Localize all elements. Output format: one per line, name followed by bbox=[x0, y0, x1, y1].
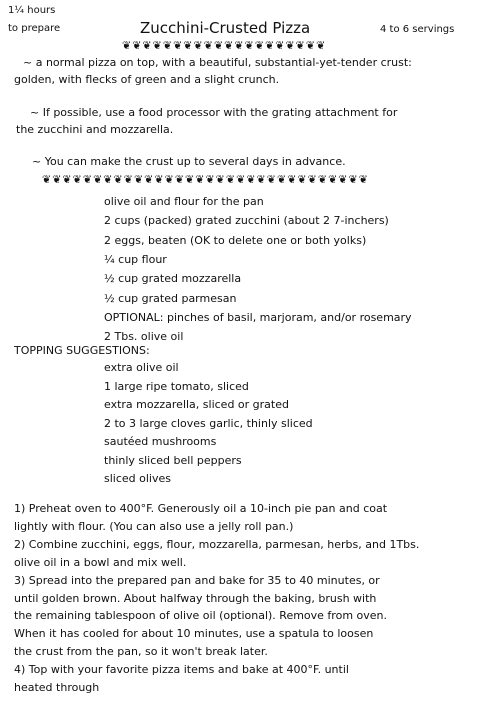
topping-item: extra mozzarella, sliced or grated bbox=[104, 398, 289, 411]
ingredient-item: ½ cup grated parmesan bbox=[104, 291, 237, 305]
topping-item: 1 large ripe tomato, sliced bbox=[104, 379, 249, 393]
intro-line: ~ If possible, use a food processor with the grating attachment for bbox=[30, 106, 398, 119]
step-line: olive oil in a bowl and mix well. bbox=[14, 555, 187, 569]
intro-line: the zucchini and mozzarella. bbox=[16, 123, 174, 136]
ingredient-item: 2 Tbs. olive oil bbox=[104, 330, 184, 344]
topping-item: sautéed mushrooms bbox=[104, 435, 217, 448]
topping-item: extra olive oil bbox=[104, 361, 179, 374]
ingredient-item: 2 eggs, beaten (OK to delete one or both yolks) bbox=[104, 233, 367, 247]
ingredient-item: ½ cup grated mozzarella bbox=[104, 272, 242, 286]
step-line: the remaining tablespoon of olive oil (optional). Remove from oven. bbox=[14, 609, 388, 623]
intro-line: ~ You can make the crust up to several days in advance. bbox=[32, 155, 346, 168]
step-line: 2) Combine zucchini, eggs, flour, mozzarella, parmesan, herbs, and 1Tbs. bbox=[14, 537, 420, 551]
ingredient-item: olive oil and flour for the pan bbox=[104, 195, 264, 208]
topping-item: 2 to 3 large cloves garlic, thinly sliced bbox=[104, 416, 313, 430]
ingredient-item: ¼ cup flour bbox=[104, 252, 167, 266]
step-line: heated through bbox=[14, 681, 100, 694]
step-line: 3) Spread into the prepared pan and bake for 35 to 40 minutes, or bbox=[14, 573, 380, 587]
step-line: lightly with flour. (You can also use a jelly roll pan.) bbox=[14, 519, 294, 533]
topping-heading: TOPPING SUGGESTIONS: bbox=[14, 344, 150, 357]
prep-time-line2: to prepare bbox=[8, 23, 61, 34]
intro-line: ~ a normal pizza on top, with a beautiful, substantial-yet-tender crust: bbox=[23, 56, 412, 69]
recipe-title: Zucchini-Crusted Pizza bbox=[140, 19, 311, 37]
step-line: the crust from the pan, so it won't break later. bbox=[14, 645, 268, 659]
prep-time-line1: 1¼ hours bbox=[8, 5, 56, 16]
step-line: 4) Top with your favorite pizza items and bake at 400°F. until bbox=[14, 663, 349, 677]
ingredient-item: OPTIONAL: pinches of basil, marjoram, and/or rosemary bbox=[104, 310, 412, 324]
decorative-border-top: ❦❦❦❦❦❦❦❦❦❦❦❦❦❦❦❦❦❦❦❦ bbox=[122, 40, 327, 52]
servings: 4 to 6 servings bbox=[380, 24, 455, 35]
topping-item: thinly sliced bell peppers bbox=[104, 453, 242, 467]
step-line: When it has cooled for about 10 minutes, use a spatula to loosen bbox=[14, 627, 374, 641]
topping-item: sliced olives bbox=[104, 472, 171, 485]
step-line: until golden brown. About halfway through the baking, brush with bbox=[14, 591, 377, 605]
ingredient-item: 2 cups (packed) grated zucchini (about 2 7-inchers) bbox=[104, 214, 389, 228]
step-line: 1) Preheat oven to 400°F. Generously oil a 10-inch pie pan and coat bbox=[14, 502, 388, 515]
intro-line: golden, with flecks of green and a slight crunch. bbox=[14, 73, 280, 86]
decorative-border-middle: ❦❦❦❦❦❦❦❦❦❦❦❦❦❦❦❦❦❦❦❦❦❦❦❦❦❦❦❦❦❦❦❦ bbox=[42, 174, 369, 186]
